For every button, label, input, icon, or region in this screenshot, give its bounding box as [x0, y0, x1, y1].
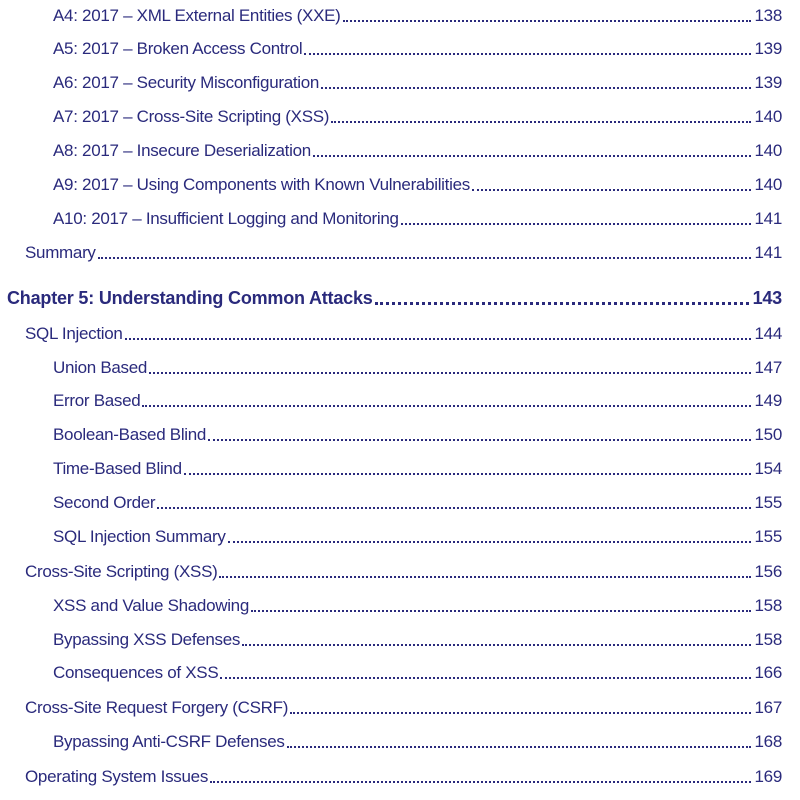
toc-entry-title: XSS and Value Shadowing	[53, 596, 249, 615]
toc-entry-second-order[interactable]	[53, 489, 782, 513]
toc-page-number: 158	[754, 596, 782, 615]
toc-entry-a7-xss[interactable]	[53, 103, 782, 127]
dot-leader	[330, 107, 752, 127]
toc-entry-title: Cross-Site Request Forgery (CSRF)	[25, 698, 289, 717]
toc-entry-csrf[interactable]	[25, 694, 782, 718]
toc-entry-summary[interactable]	[25, 239, 782, 263]
toc-page-number: 140	[754, 141, 782, 160]
dot-leader	[289, 698, 752, 718]
toc-chapter-title: Chapter 5: Understanding Common Attacks	[7, 288, 373, 308]
dot-leader	[374, 288, 751, 308]
toc-page-number: 155	[754, 527, 782, 546]
dot-leader	[141, 391, 752, 411]
toc-entry-a4-xxe[interactable]	[53, 2, 782, 26]
toc-entry-title: A4: 2017 – XML External Entities (XXE)	[53, 6, 341, 25]
toc-entry-title: A5: 2017 – Broken Access Control	[53, 39, 303, 58]
toc-page-number: 141	[754, 209, 782, 228]
toc-entry-xss-value-shadowing[interactable]	[53, 592, 782, 616]
toc-entry-title: A7: 2017 – Cross-Site Scripting (XSS)	[53, 107, 330, 126]
toc-page-number: 150	[754, 425, 782, 444]
toc-entry-title: Summary	[25, 243, 96, 262]
dot-leader	[400, 209, 753, 229]
toc-entry-title: Bypassing Anti-CSRF Defenses	[53, 732, 285, 751]
dot-leader	[250, 596, 753, 616]
dot-leader	[183, 459, 753, 479]
toc-page-number: 167	[754, 698, 782, 717]
toc-entry-a9-known-vulnerabilities[interactable]	[53, 171, 782, 195]
toc-entry-title: Operating System Issues	[25, 767, 209, 786]
toc-page-number: 144	[754, 324, 782, 343]
dot-leader	[342, 6, 753, 26]
toc-entry-title: Union Based	[53, 358, 148, 377]
toc-entry-title: A8: 2017 – Insecure Deserialization	[53, 141, 311, 160]
toc-page-number: 168	[754, 732, 782, 751]
dot-leader	[320, 73, 752, 93]
toc-entry-a6-security-misconfiguration[interactable]	[53, 69, 782, 93]
toc-entry-title: SQL Injection	[25, 324, 123, 343]
toc-entry-title: Time-Based Blind	[53, 459, 182, 478]
toc-chapter-5[interactable]	[7, 284, 782, 308]
toc-page-number: 155	[754, 493, 782, 512]
toc-entry-time-based-blind[interactable]	[53, 455, 782, 479]
toc-page-number: 156	[754, 562, 782, 581]
dot-leader	[471, 175, 753, 195]
dot-leader	[148, 358, 752, 378]
dot-leader	[312, 141, 753, 161]
toc-page-number: 139	[754, 73, 782, 92]
toc-entry-a8-insecure-deserialization[interactable]	[53, 137, 782, 161]
toc-entry-operating-system-issues[interactable]	[25, 763, 782, 787]
toc-entry-title: A6: 2017 – Security Misconfiguration	[53, 73, 320, 92]
toc-page-number: 140	[754, 107, 782, 126]
toc-entry-error-based[interactable]	[53, 387, 782, 411]
dot-leader	[124, 324, 753, 344]
toc-entry-title: SQL Injection Summary	[53, 527, 226, 546]
toc-entry-bypassing-anti-csrf[interactable]	[53, 728, 782, 752]
toc-entry-title: Boolean-Based Blind	[53, 425, 207, 444]
toc-page-number: 147	[754, 358, 782, 377]
toc-page-number: 139	[754, 39, 782, 58]
toc-page-number: 140	[754, 175, 782, 194]
toc-entry-title: Second Order	[53, 493, 156, 512]
dot-leader	[207, 425, 752, 445]
toc-page-number: 149	[754, 391, 782, 410]
toc-entry-boolean-based-blind[interactable]	[53, 421, 782, 445]
toc-page-number: 138	[754, 6, 782, 25]
dot-leader	[303, 39, 752, 59]
toc-entry-title: Bypassing XSS Defenses	[53, 630, 241, 649]
toc-entry-cross-site-scripting[interactable]	[25, 558, 782, 582]
toc-entry-union-based[interactable]	[53, 354, 782, 378]
toc-page-number: 169	[754, 767, 782, 786]
dot-leader	[241, 630, 752, 650]
toc-entry-consequences-of-xss[interactable]	[53, 659, 782, 683]
toc-entry-title: Consequences of XSS	[53, 663, 219, 682]
toc-page-number: 166	[754, 663, 782, 682]
toc-entry-title: Error Based	[53, 391, 141, 410]
dot-leader	[227, 527, 753, 547]
dot-leader	[97, 243, 753, 263]
toc-entry-bypassing-xss-defenses[interactable]	[53, 626, 782, 650]
dot-leader	[209, 767, 753, 787]
toc-entry-a10-logging-monitoring[interactable]	[53, 205, 782, 229]
toc-entry-sql-injection-summary[interactable]	[53, 523, 782, 547]
toc-page-number: 154	[754, 459, 782, 478]
toc-entry-a5-broken-access-control[interactable]	[53, 35, 782, 59]
toc-page-number: 141	[754, 243, 782, 262]
toc-entry-sql-injection[interactable]	[25, 320, 782, 344]
dot-leader	[156, 493, 752, 513]
toc-entry-title: Cross-Site Scripting (XSS)	[25, 562, 218, 581]
dot-leader	[219, 663, 752, 683]
toc-page-number: 143	[752, 288, 782, 308]
toc-entry-title: A9: 2017 – Using Components with Known Vulnerabilities	[53, 175, 470, 194]
toc-entry-title: A10: 2017 – Insufficient Logging and Monitoring	[53, 209, 399, 228]
dot-leader	[218, 562, 752, 582]
dot-leader	[286, 732, 753, 752]
toc-page-number: 158	[754, 630, 782, 649]
